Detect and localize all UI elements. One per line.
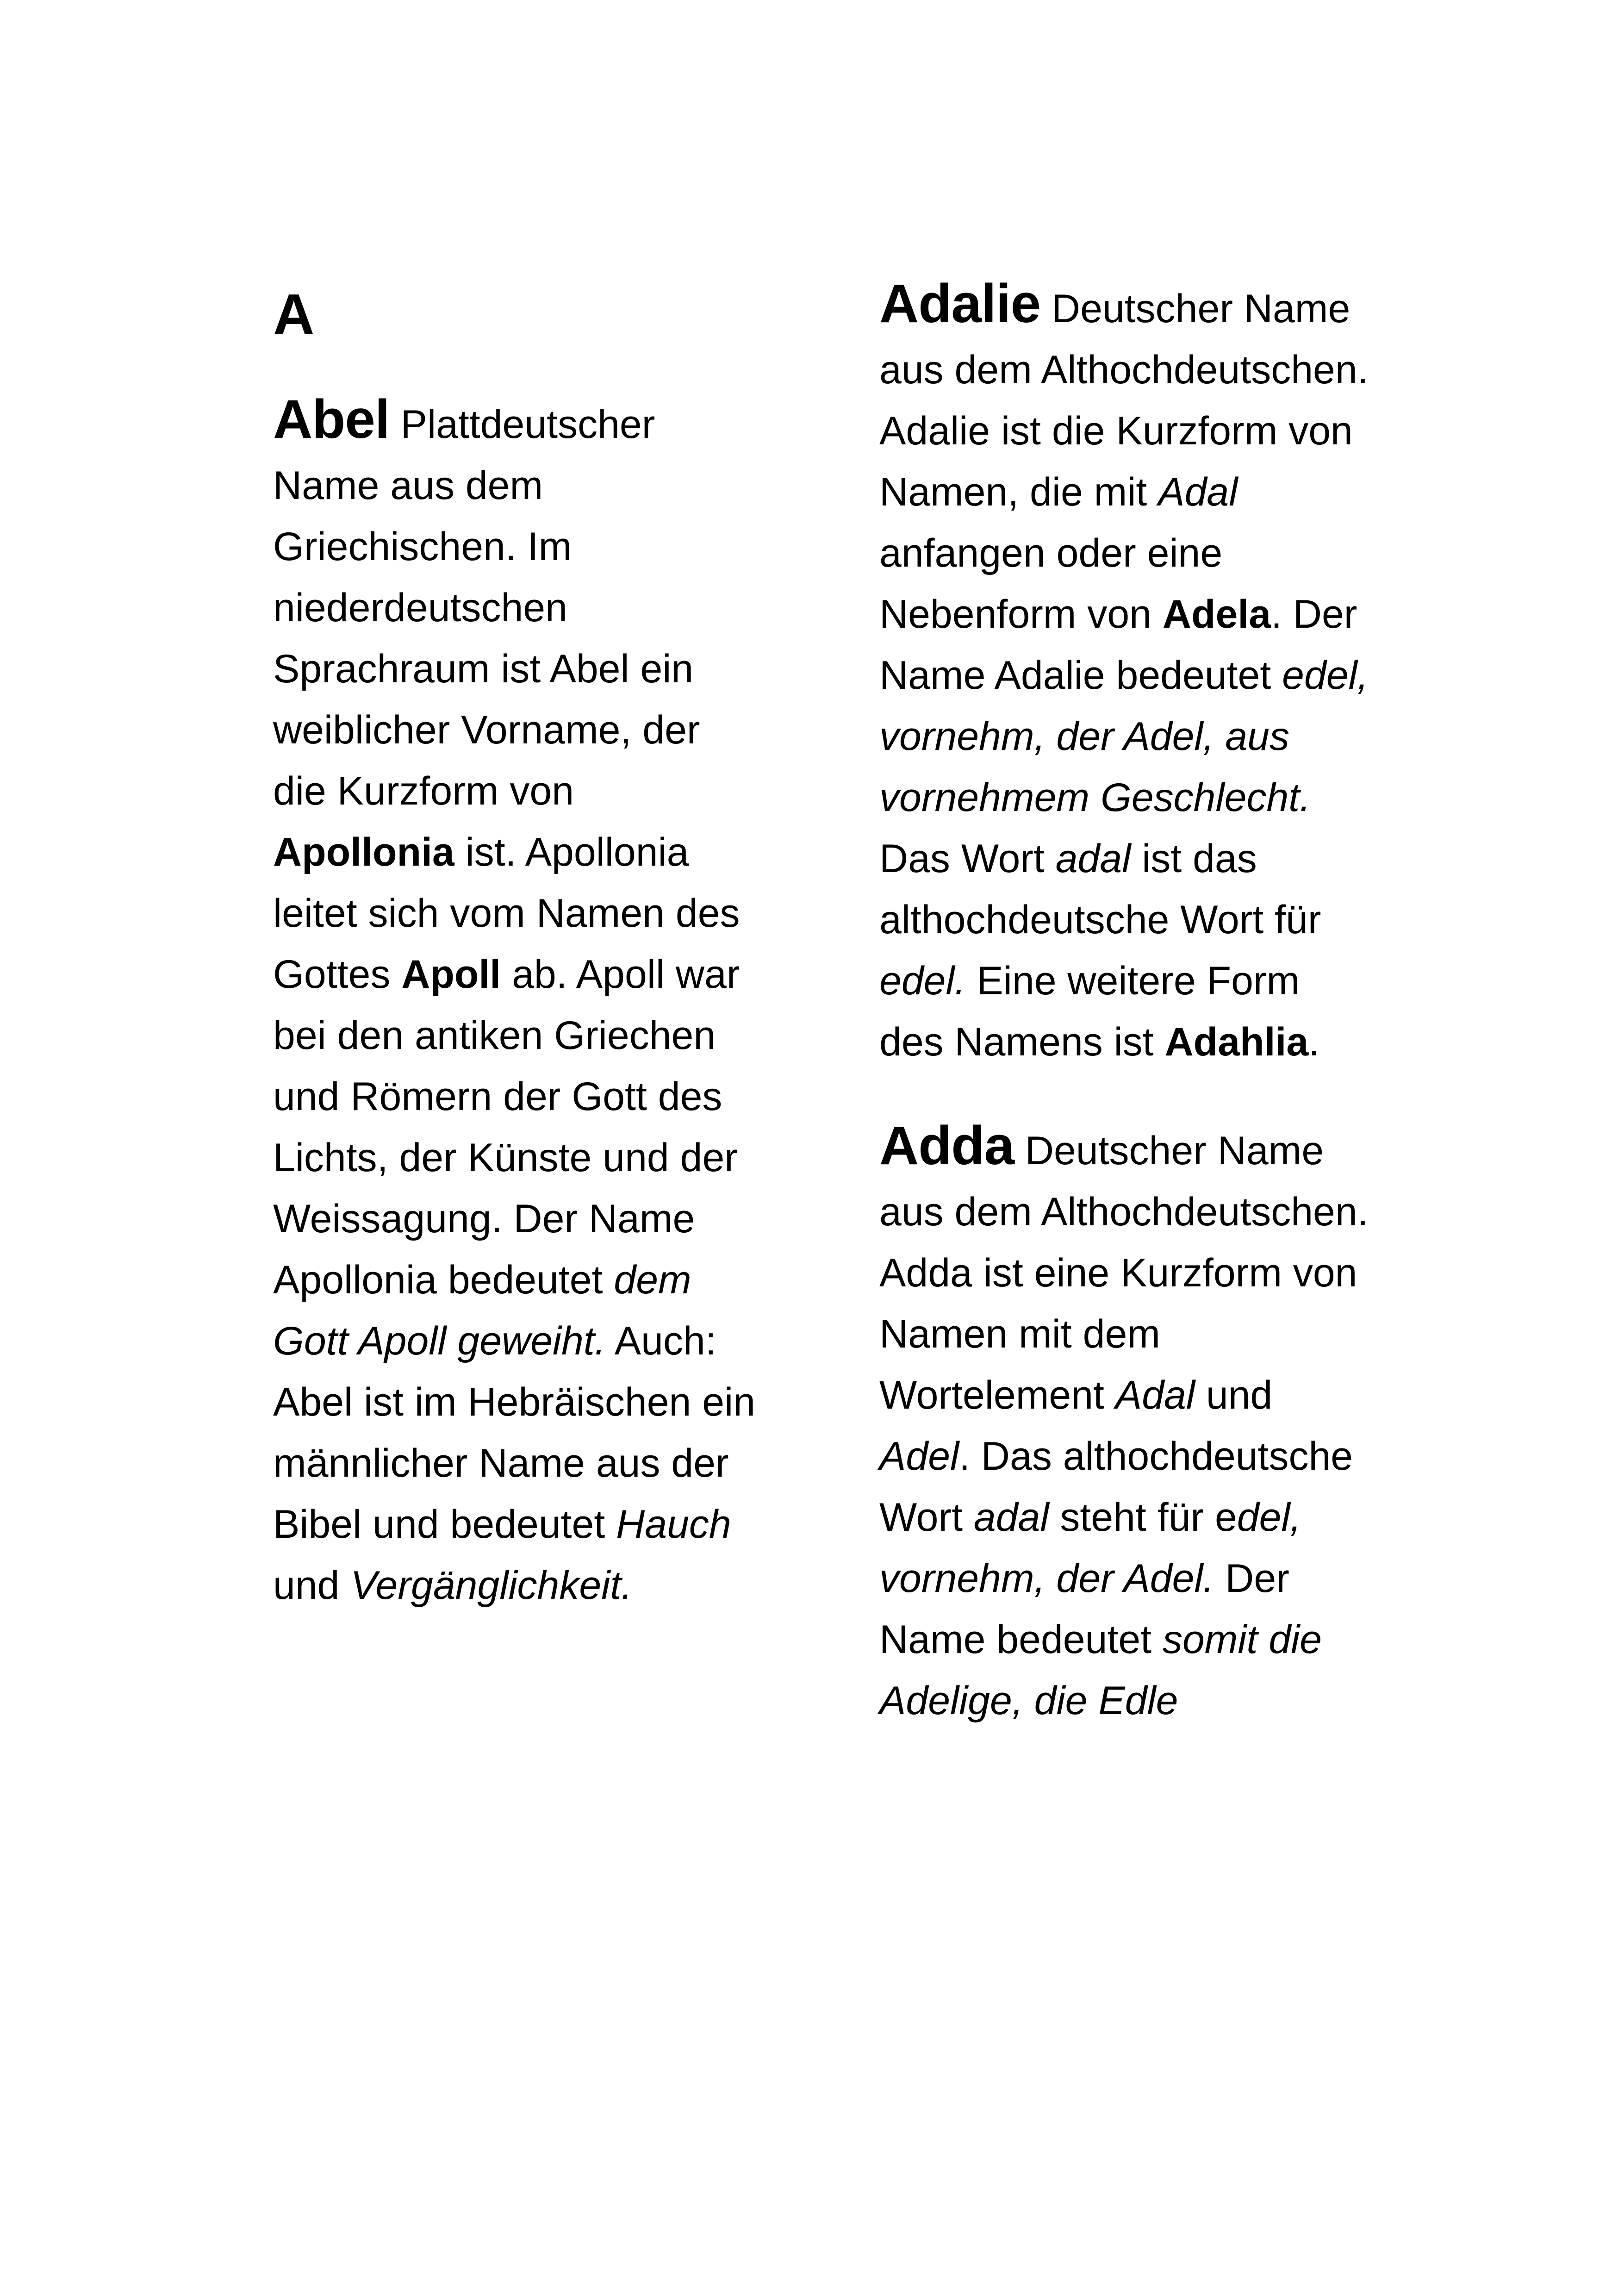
text-segment: ist das althochdeutsche Wort für xyxy=(879,836,1321,942)
text-segment: Plattdeutscher Name aus dem Griechischen. Im niederdeutschen Sprachraum ist Abel ein weiblicher Vorname, der die Kurzform von xyxy=(273,402,700,813)
section-letter: A xyxy=(273,283,315,347)
italic-phrase: Adal xyxy=(1115,1373,1195,1417)
text-segment: anfangen oder eine Nebenform von xyxy=(879,531,1223,636)
italic-phrase: dem Gott Apoll geweiht. xyxy=(273,1258,691,1363)
text-segment: . xyxy=(1308,1020,1320,1064)
text-segment: ab. Apoll war bei den antiken Griechen und Römern der Gott des Lichts, der Künste und der Weissagung. Der Name Apollonia bedeutet xyxy=(273,952,740,1302)
text-segment: Auch: Abel ist im Hebräischen ein männlicher Name aus der Bibel und bedeutet xyxy=(273,1319,756,1547)
text-segment: und xyxy=(273,1563,351,1608)
text-segment: . Der Name Adalie bedeutet xyxy=(879,592,1357,698)
italic-phrase: adal xyxy=(1055,836,1131,881)
bold-reference: Apoll xyxy=(401,952,501,997)
text-segment: Deutscher Name aus dem Althochdeutschen. Adda ist eine Kurzform von Namen mit dem Wortelement xyxy=(879,1129,1369,1417)
italic-phrase: Adal xyxy=(1158,470,1238,514)
bold-reference: Adahlia xyxy=(1164,1020,1309,1064)
italic-phrase: adal xyxy=(973,1495,1049,1540)
italic-phrase: Vergänglichkeit. xyxy=(350,1563,633,1608)
text-segment: und xyxy=(1195,1373,1273,1417)
bold-reference: Adela xyxy=(1162,592,1271,636)
italic-phrase: edel. xyxy=(879,959,966,1003)
entry-adda xyxy=(879,1115,1370,1731)
text-segment: steht für e xyxy=(1049,1495,1237,1540)
entry-text xyxy=(879,287,1369,1064)
text-segment: Das Wort xyxy=(879,836,1056,881)
entry-text xyxy=(879,1129,1369,1723)
bold-reference: Apollonia xyxy=(273,830,454,874)
text-segment: Deutscher Name aus dem Althochdeutschen. Adalie ist die Kurzform von Namen, die mit xyxy=(879,287,1369,514)
italic-phrase: somit die Adelige, die Edle xyxy=(879,1617,1322,1723)
right-column xyxy=(879,273,1370,1774)
left-column xyxy=(273,273,764,1659)
text-segment: ist. Apollonia leitet sich vom Namen des Gottes xyxy=(273,830,740,997)
italic-phrase: Hauch xyxy=(616,1502,731,1547)
entry-adalie xyxy=(879,273,1370,1073)
italic-phrase: edel, vornehm, der Adel, aus vornehmem Geschlecht. xyxy=(879,653,1369,820)
entry-abel xyxy=(273,389,764,1616)
headword: Adalie xyxy=(879,273,1041,334)
text-segment: Eine weitere Form des Namens ist xyxy=(879,959,1300,1064)
italic-phrase: del, vornehm, der Adel. xyxy=(879,1495,1301,1601)
entry-text xyxy=(273,402,755,1608)
italic-phrase: Adel xyxy=(879,1434,959,1479)
headword: Adda xyxy=(879,1115,1014,1176)
headword: Abel xyxy=(273,389,390,450)
text-segment: Der Name bedeutet xyxy=(879,1556,1289,1662)
text-segment: . Das althochdeutsche Wort xyxy=(879,1434,1353,1540)
